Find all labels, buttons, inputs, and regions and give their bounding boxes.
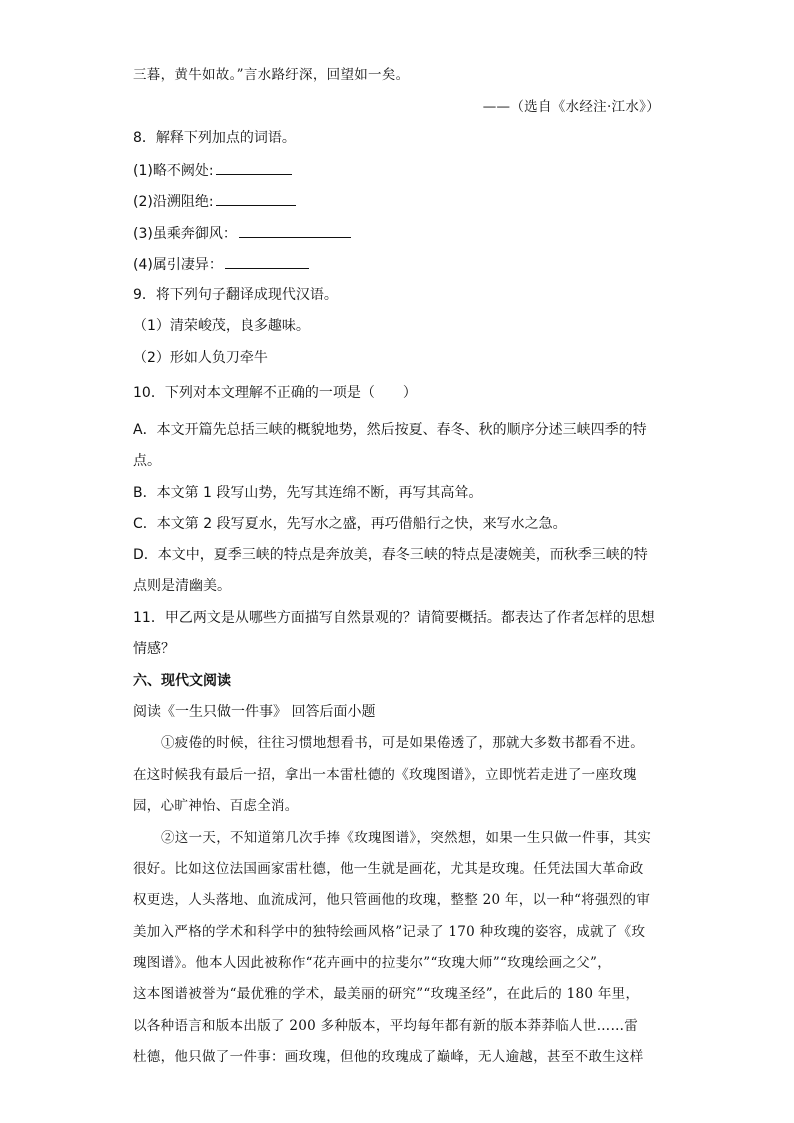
option-a-line-2: 点。: [133, 453, 161, 469]
option-b: B．本文第 1 段写山势，先写其连绵不断，再写其高耸。: [133, 485, 483, 501]
item-label: (1)略不阙处:: [133, 163, 214, 179]
question-8-item-1: [133, 160, 292, 181]
paragraph-2-line-1: ②这一天，不知道第几次手捧《玫瑰图谱》，突然想，如果一生只做一件事，其实: [161, 830, 652, 846]
option-c: C．本文第 2 段写夏水，先写水之盛，再巧借船行之快，来写水之急。: [133, 516, 567, 532]
paragraph-2-line-6: 这本图谱被誉为“最优雅的学术，最美丽的研究”“玫瑰圣经”，在此后的 180 年里，: [133, 986, 640, 1002]
question-11-line-2: 情感？: [133, 641, 175, 657]
paragraph-1-line-3: 园，心旷神怡、百虑全消。: [133, 798, 299, 814]
question-8-item-4: [133, 254, 309, 275]
question-8-item-3: [133, 223, 351, 244]
paragraph-2-line-8: 杜德，他只做了一件事：画玫瑰，但他的玫瑰成了巅峰，无人逾越，甚至不敢生这样: [133, 1049, 644, 1065]
paragraph-2-line-7: 以各种语言和版本出版了 200 多种版本，平均每年都有新的版本莽莽临人世……雷: [133, 1018, 639, 1034]
option-a-line-1: A．本文开篇先总括三峡的概貌地势，然后按夏、春冬、秋的顺序分述三峡四季的特: [133, 422, 647, 438]
passage-text-line: 三暮，黄牛如故。”言水路纡深，回望如一矣。: [133, 67, 410, 83]
item-label: (4)属引凄异：: [133, 257, 223, 273]
option-d-line-2: 点则是清幽美。: [133, 578, 231, 594]
answer-blank[interactable]: [216, 160, 292, 175]
question-11-line-1: 11．甲乙两文是从哪些方面描写自然景观的？请简要概括。都表达了作者怎样的思想: [133, 610, 655, 626]
question-8-stem: 8．解释下列加点的词语。: [133, 130, 296, 146]
item-label: (2)沿溯阻绝:: [133, 194, 214, 210]
question-9-item-1: （1）清荣峻茂，良多趣味。: [133, 318, 310, 334]
paragraph-1-line-2: 在这时候我有最后一招，拿出一本雷杜德的《玫瑰图谱》，立即恍若走进了一座玫瑰: [133, 767, 637, 783]
question-10-stem: 10．下列对本文理解不正确的一项是（ ）: [133, 385, 417, 401]
option-d-line-1: D．本文中，夏季三峡的特点是奔放美，春冬三峡的特点是凄婉美，而秋季三峡的特: [133, 547, 648, 563]
answer-blank[interactable]: [225, 254, 309, 269]
passage-source: ——（选自《水经注·江水》）: [482, 99, 660, 115]
section-heading: 六、现代文阅读: [133, 673, 231, 689]
paragraph-1-line-1: ①疲倦的时候，往往习惯地想看书，可是如果倦透了，那就大多数书都看不进。: [161, 735, 644, 751]
answer-blank[interactable]: [239, 223, 351, 238]
question-8-item-2: [133, 191, 296, 212]
paragraph-2-line-3: 权更迭，人头落地、血流成河，他只管画他的玫瑰，整整 20 年，以一种“将强烈的审: [133, 892, 651, 908]
paragraph-2-line-5: 瑰图谱》。他本人因此被称作“花卉画中的拉斐尔”“玫瑰大师”“玫瑰绘画之父”，: [133, 955, 612, 971]
answer-blank[interactable]: [216, 191, 296, 206]
reading-intro: 阅读《一生只做一件事》 回答后面小题: [133, 704, 376, 720]
question-9-item-2: （2）形如人负刀牵牛: [133, 350, 268, 366]
paragraph-2-line-2: 很好。比如这位法国画家雷杜德，他一生就是画花，尤其是玫瑰。任凭法国大革命政: [133, 861, 644, 877]
item-label: (3)虽乘奔御风：: [133, 226, 237, 242]
question-9-stem: 9．将下列句子翻译成现代汉语。: [133, 287, 338, 303]
paragraph-2-line-4: 美加入严格的学术和科学中的独特绘画风格”记录了 170 种玫瑰的姿容，成就了《玫: [133, 924, 646, 940]
